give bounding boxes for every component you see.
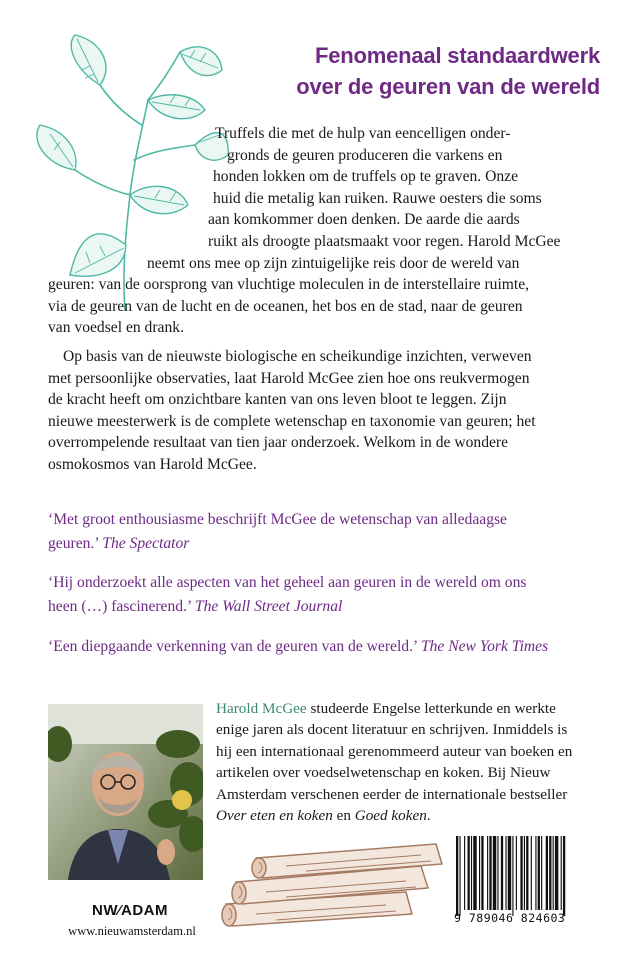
barcode-bar xyxy=(505,836,506,910)
author-bio xyxy=(216,698,611,826)
barcode-bar xyxy=(459,836,460,916)
bio-text: . xyxy=(426,807,431,825)
barcode-bar xyxy=(549,836,551,910)
body-line: met persoonlijke observaties, laat Harold McGee zien hoe ons reukvermogen xyxy=(48,369,530,387)
headline xyxy=(170,40,600,102)
barcode-bar xyxy=(526,836,528,910)
book-title: Over eten en koken xyxy=(216,807,333,825)
body-line: osmokosmos van Harold McGee. xyxy=(48,455,257,473)
barcode-bar xyxy=(538,836,540,910)
headline-line-1: Fenomenaal standaardwerk xyxy=(315,43,600,68)
barcode-bar xyxy=(520,836,522,910)
intro-line: honden lokken om de truffels op te graven. Onze xyxy=(213,168,518,186)
review-quote xyxy=(48,508,608,556)
intro-line: gronds de geuren produceren die varkens en xyxy=(227,146,503,164)
intro-line: huid die metalig kan ruiken. Rauwe oesters die soms xyxy=(213,189,542,207)
headline-line-2: over de geuren van de wereld xyxy=(296,74,600,99)
barcode-bar xyxy=(553,836,554,910)
barcode-bar xyxy=(473,836,476,910)
publisher-logo: NW⁄ADAM xyxy=(92,902,168,919)
intro-line: aan komkommer doen denken. De aarde die aards xyxy=(208,211,520,229)
quote-source: The Wall Street Journal xyxy=(194,598,343,615)
barcode-bar xyxy=(541,836,542,910)
barcode-bar xyxy=(555,836,558,910)
barcode-bar xyxy=(464,836,465,910)
barcode-bar xyxy=(456,836,458,916)
barcode-number: 9 789046 824603 xyxy=(454,911,566,925)
barcode-bar xyxy=(512,836,513,916)
body-line: nieuwe meesterwerk is de complete wetenschap en taxonomie van geuren; het xyxy=(48,412,536,430)
intro-line: van voedsel en drank. xyxy=(48,319,184,337)
quote-line: ‘Een diepgaande verkenning van de geuren van de wereld.’ xyxy=(48,638,421,655)
body-paragraph xyxy=(48,346,608,476)
barcode-bar xyxy=(535,836,536,910)
intro-line: via de geuren van de lucht en de oceanen, het bos en de stad, naar de geuren xyxy=(48,297,523,315)
cinnamon-illustration xyxy=(216,836,446,932)
barcode-bar xyxy=(493,836,496,910)
intro-line: geuren: van de oorsprong van vluchtige moleculen in de interstellaire ruimte, xyxy=(48,276,530,294)
bio-text: Amsterdam verschenen eerder de internationale bestseller xyxy=(216,785,568,803)
bio-text: hij een internationaal gerenommeerd auteur van boeken en xyxy=(216,742,573,760)
review-quote xyxy=(48,571,608,619)
bio-text: artikelen over voedselwetenschap en koken. Bij Nieuw xyxy=(216,764,551,782)
barcode-bar xyxy=(563,836,565,916)
review-quote xyxy=(48,635,608,659)
bio-text: studeerde Engelse letterkunde en werkte xyxy=(306,700,556,717)
intro-line: neemt ons mee op zijn zintuigelijke reis door de wereld van xyxy=(147,254,520,272)
intro-line: ruikt als droogte plaatsmaakt voor regen. Harold McGee xyxy=(208,233,561,250)
quote-source: The Spectator xyxy=(102,535,190,552)
barcode-bar xyxy=(479,836,480,910)
quote-line: geuren.’ xyxy=(48,535,103,552)
barcode-bar xyxy=(489,836,491,910)
quote-source: The New York Times xyxy=(420,638,549,655)
book-title: Goed koken xyxy=(354,807,427,825)
intro-line: Truffels die met de hulp van eencelligen onder- xyxy=(215,125,511,142)
bio-text: en xyxy=(332,807,355,825)
barcode-bar xyxy=(481,836,483,910)
quote-line: ‘Met groot enthousiasme beschrijft McGee de wetenschap van alledaagse xyxy=(48,511,507,528)
barcode-bar xyxy=(546,836,548,910)
barcode-bar xyxy=(508,836,511,910)
barcode-bar xyxy=(524,836,525,910)
barcode-bar xyxy=(471,836,472,910)
body-line: Op basis van de nieuwste biologische en scheikundige inzichten, verweven xyxy=(63,348,532,365)
quote-line: heen (…) fascinerend.’ xyxy=(48,598,195,615)
barcode-bar xyxy=(501,836,503,910)
barcode-bar xyxy=(561,836,562,910)
quote-line: ‘Hij onderzoekt alle aspecten van het geheel aan geuren in de wereld om ons xyxy=(48,574,527,591)
body-line: overrompelende resultaat van tien jaar onderzoek. Welkom in de wondere xyxy=(48,434,509,452)
barcode-bar xyxy=(497,836,498,910)
barcode-bar xyxy=(531,836,532,910)
bio-text: enige jaren als docent literatuur en schrijven. Inmiddels is xyxy=(216,721,568,739)
author-name: Harold McGee xyxy=(216,700,307,717)
author-photo xyxy=(48,704,203,880)
barcode-bar xyxy=(516,836,517,910)
barcode-bar xyxy=(468,836,470,910)
barcode-bar xyxy=(487,836,488,910)
publisher-website: www.nieuwamsterdam.nl xyxy=(68,924,196,938)
body-line: de kracht heeft om onzichtbare kanten van ons leven bloot te leggen. Zijn xyxy=(48,391,507,409)
